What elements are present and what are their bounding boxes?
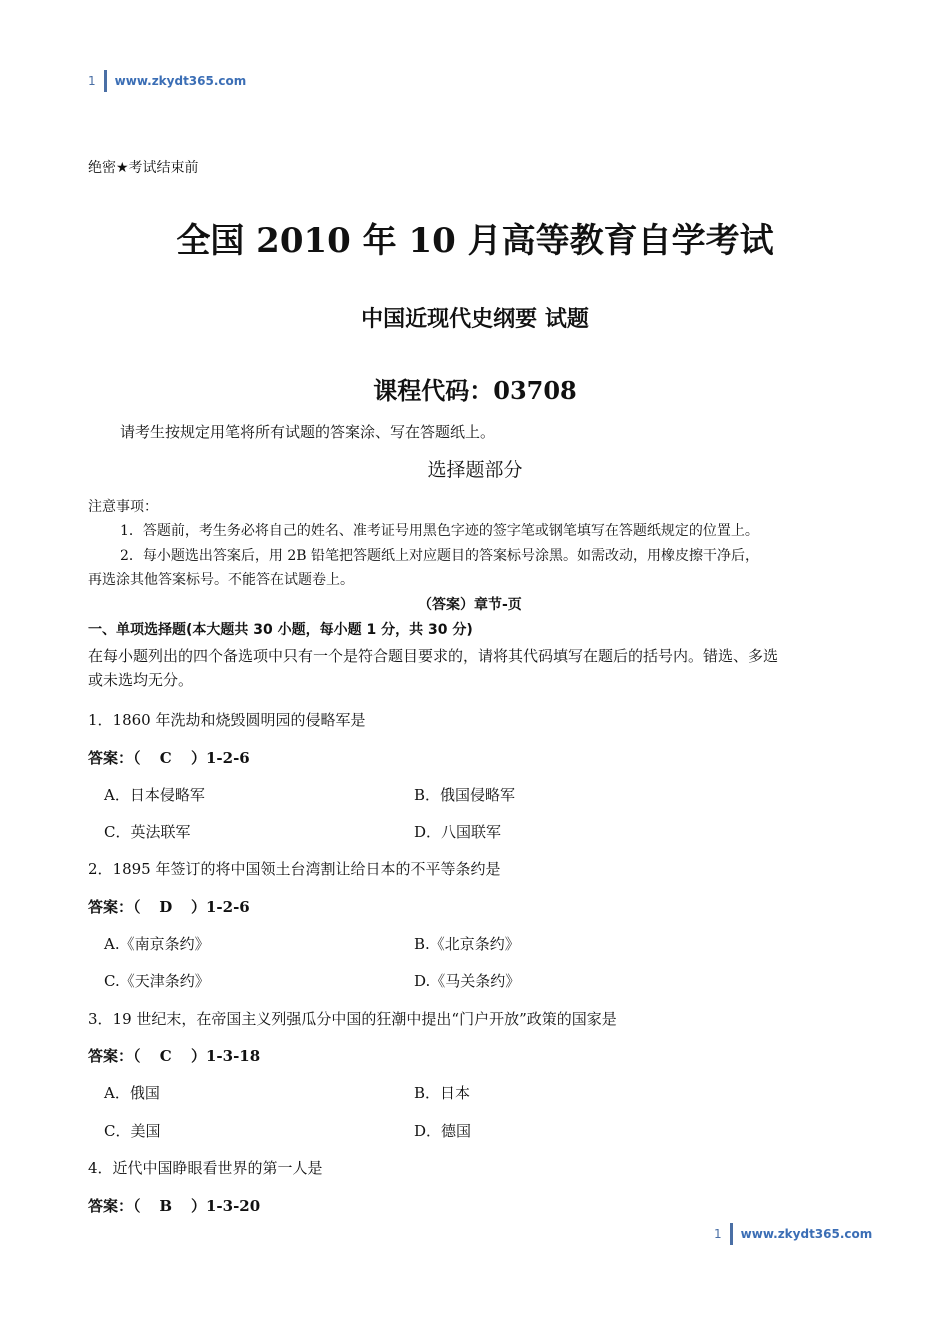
question-4-answer [88,1195,260,1216]
question-2-stem: 2．1895 年签订的将中国领土台湾割让给日本的不平等条约是 [88,860,501,878]
answer-suffix: ）1-2-6 [190,898,250,916]
note-item-2-line-2: 再选涂其他答案标号。不能答在试题卷上。 [88,572,354,588]
question-1-option-a: A．日本侵略军 [104,786,205,804]
footer-divider [730,1223,733,1245]
footer-page-number: 1 [714,1227,722,1241]
question-3-option-c: C．美国 [104,1122,161,1140]
header-site-url: www.zkydt365.com [114,74,247,88]
answer-suffix: ）1-3-18 [190,1047,261,1065]
note-item-2-line-1: 2．每小题选出答案后，用 2B 铅笔把答题纸上对应题目的答案标号涂黑。如需改动，用橡皮擦干净后， [120,548,760,564]
question-2-option-d: D.《马关条约》 [414,972,521,990]
question-1-stem: 1．1860 年洗劫和烧毁圆明园的侵略军是 [88,711,366,729]
answer-prefix: 答案：（ [88,898,141,916]
note-item-1: 1．答题前，考生务必将自己的姓名、准考证号用黑色字迹的签字笔或钢笔填写在答题纸规定的位置上。 [120,523,759,539]
answer-suffix: ）1-2-6 [190,749,250,767]
question-2-option-a: A.《南京条约》 [104,935,210,953]
notes-heading: 注意事项： [88,499,158,515]
answer-letter: D [159,898,173,916]
answer-letter: C [159,749,172,767]
question-3-option-a: A．俄国 [104,1084,160,1102]
instruction: 请考生按规定用笔将所有试题的答案涂、写在答题纸上。 [120,423,496,441]
answer-prefix: 答案：（ [88,749,141,767]
answer-suffix: ）1-3-20 [190,1197,261,1215]
header-page-number: 1 [88,74,96,88]
question-1-answer [88,747,250,768]
subject-title: 中国近现代史纲要 试题 [361,307,589,332]
main-title: 全国 2010 年 10 月高等教育自学考试 [176,221,774,261]
part1-desc-line-1: 在每小题列出的四个备选项中只有一个是符合题目要求的，请将其代码填写在题后的括号内。错选、多选 [88,647,779,665]
page-header [88,70,246,92]
header-divider [104,70,107,92]
part1-desc-line-2: 或未选均无分。 [88,671,194,689]
answer-letter: B [159,1197,173,1215]
question-1-option-d: D．八国联军 [414,823,502,841]
part1-heading: 一、单项选择题(本大题共 30 小题，每小题 1 分，共 30 分) [88,622,473,638]
question-3-option-d: D．德国 [414,1122,472,1140]
question-2-option-c: C.《天津条约》 [104,972,210,990]
question-3-stem: 3．19 世纪末，在帝国主义列强瓜分中国的狂潮中提出“门户开放”政策的国家是 [88,1010,617,1028]
secret-label: 绝密★考试结束前 [88,160,199,176]
question-4-stem: 4．近代中国睁眼看世界的第一人是 [88,1159,323,1177]
footer-site-url: www.zkydt365.com [740,1227,873,1241]
answer-legend: （答案）章节-页 [418,597,522,613]
page-footer [714,1223,872,1245]
question-1-option-b: B．俄国侵略军 [414,786,516,804]
question-2-option-b: B.《北京条约》 [414,935,520,953]
answer-letter: C [159,1047,172,1065]
question-3-answer [88,1045,260,1066]
question-1-option-c: C．英法联军 [104,823,191,841]
answer-prefix: 答案：（ [88,1047,141,1065]
question-2-answer [88,896,250,917]
answer-prefix: 答案：（ [88,1197,141,1215]
section-title: 选择题部分 [427,459,523,481]
course-code: 课程代码：03708 [373,376,577,405]
question-3-option-b: B．日本 [414,1084,471,1102]
